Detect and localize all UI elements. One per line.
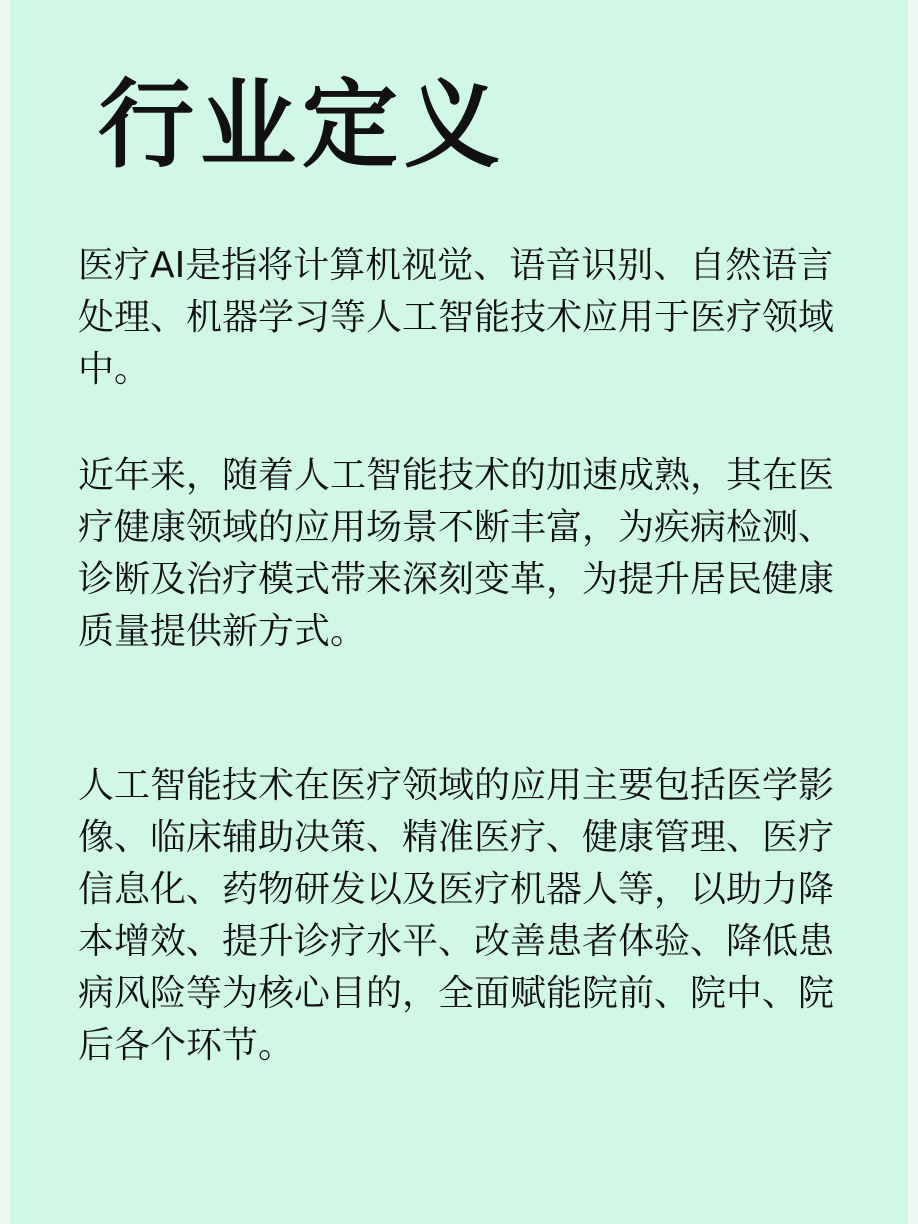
paragraph-development: 近年来，随着人工智能技术的加速成熟，其在医疗健康领域的应用场景不断丰富，为疾病检测、诊断及治疗模式带来深刻变革，为提升居民健康质量提供新方式。	[78, 455, 835, 652]
paragraph-applications: 人工智能技术在医疗领域的应用主要包括医学影像、临床辅助决策、精准医疗、健康管理、医疗信息化、药物研发以及医疗机器人等，以助力降本增效、提升诊疗水平、改善患者体验、降低患病风险等为核心目的，全面赋能院前、院中、院后各个环节。	[78, 765, 835, 1066]
paragraph-definition: 医疗AI是指将计算机视觉、语音识别、自然语言处理、机器学习等人工智能技术应用于医疗领域中。	[78, 245, 835, 390]
content-card	[10, 0, 908, 1224]
page-title: 行业定义	[98, 69, 506, 181]
